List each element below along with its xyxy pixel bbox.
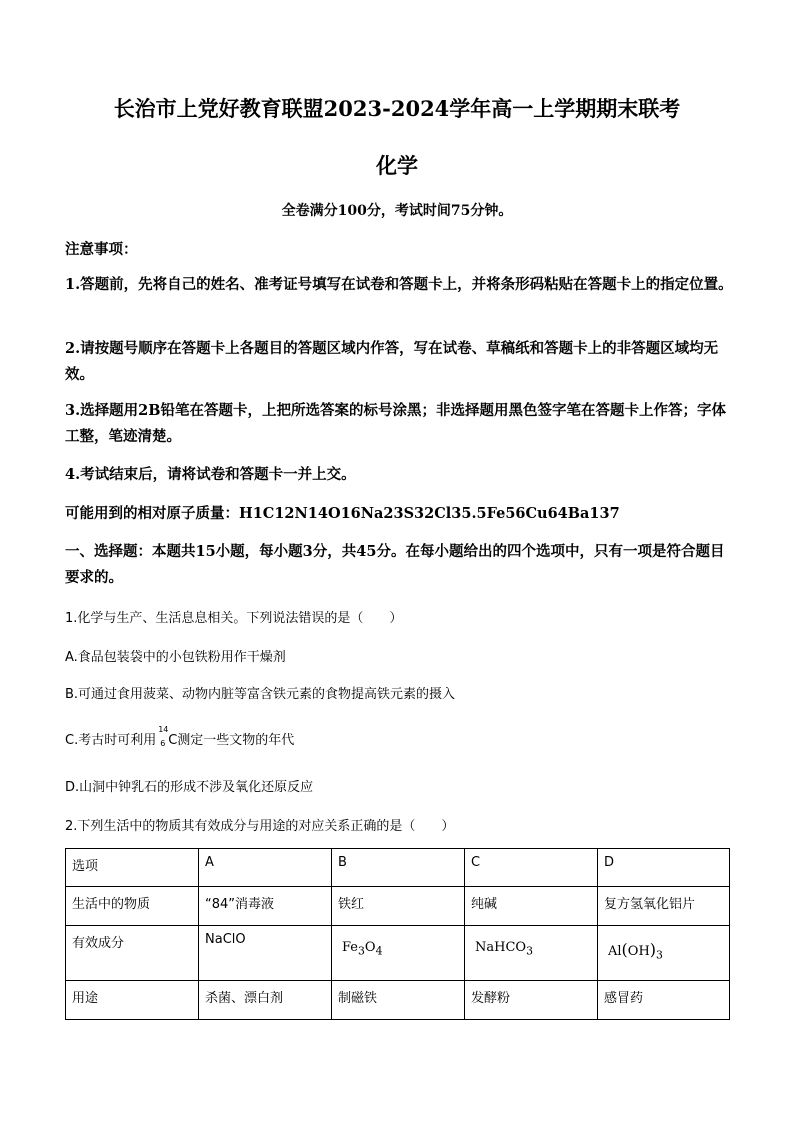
question-1-stem: 1.化学与生产、生活息息相关。下列说法错误的是（ ）: [65, 611, 403, 626]
option-c-suffix: 测定一些文物的年代: [177, 733, 295, 748]
note-item-2: 2.请按题号顺序在答题卡上各题目的答题区域内作答，写在试卷、草稿纸和答题卡上的非答题区域均无效。: [65, 340, 719, 383]
exam-title: 长治市上党好教育联盟2023-2024学年高一上学期期末联考: [113, 96, 681, 121]
formula-subscript: 4: [375, 944, 383, 958]
table-cell: 有效成分: [66, 926, 199, 981]
table-row-substance: [66, 887, 730, 926]
table-cell: 纯碱: [465, 887, 598, 926]
table-row-component: [66, 926, 730, 981]
question-2-table: [65, 848, 730, 1020]
table-cell: B: [332, 849, 465, 887]
isotope-element: C: [168, 733, 178, 748]
formula-part: Al: [608, 944, 622, 959]
table-cell: 生活中的物质: [66, 887, 199, 926]
question-2-stem: 2.下列生活中的物质其有效成分与用途的对应关系正确的是（ ）: [65, 819, 455, 834]
formula-part: OH: [627, 944, 650, 959]
table-cell: [598, 926, 730, 981]
table-cell: [332, 926, 465, 981]
formula-subscript: 3: [526, 944, 533, 958]
table-cell: D: [598, 849, 730, 887]
table-cell: 用途: [66, 981, 199, 1020]
formula-part: Fe: [342, 940, 359, 955]
table-cell: 杀菌、漂白剂: [199, 981, 332, 1020]
formula-nahco3: [475, 940, 533, 958]
table-cell: 选项: [66, 849, 199, 887]
table-row-use: [66, 981, 730, 1020]
section-one-heading: 一、选择题：本题共15小题，每小题3分，共45分。在每小题给出的四个选项中，只有一项是符合题目要求的。: [65, 543, 725, 586]
table-cell: 复方氢氧化铝片: [598, 887, 730, 926]
isotope-atomic-number: 6: [160, 739, 166, 748]
table-cell: 发酵粉: [465, 981, 598, 1020]
isotope-mass-number: 14: [158, 725, 169, 734]
formula-part: NaHCO: [475, 940, 527, 955]
formula-paren: ): [649, 940, 657, 959]
notes-heading: 注意事项：: [65, 241, 138, 258]
table-cell: 制磁铁: [332, 981, 465, 1020]
formula-part: O: [364, 940, 376, 955]
table-cell: “84”消毒液: [199, 887, 332, 926]
table-cell: [465, 926, 598, 981]
table-cell: A: [199, 849, 332, 887]
carbon-14-isotope: [156, 725, 169, 748]
note-item-1: 1.答题前，先将自己的姓名、准考证号填写在试卷和答题卡上，并将条形码粘贴在答题卡上的指定位置。: [65, 276, 733, 293]
question-1-option-d: D.山洞中钟乳石的形成不涉及氧化还原反应: [65, 780, 314, 795]
table-cell: 感冒药: [598, 981, 730, 1020]
option-c-prefix: C.考古时可利用: [65, 733, 157, 748]
score-time-line: 全卷满分100分，考试时间75分钟。: [281, 203, 513, 219]
atomic-masses-line: 可能用到的相对原子质量：H1C12N14O16Na23S32Cl35.5Fe56Cu64Ba137: [65, 505, 620, 522]
formula-paren: (: [621, 940, 628, 959]
question-1-option-b: B.可通过食用菠菜、动物内脏等富含铁元素的食物提高铁元素的摄入: [65, 687, 456, 702]
note-item-3: 3.选择题用2B铅笔在答题卡，上把所选答案的标号涂黑；非选择题用黑色签字笔在答题卡上作答；字体工整，笔迹清楚。: [65, 402, 726, 445]
formula-subscript: 3: [358, 944, 365, 958]
question-1-option-a: A.食品包装袋中的小包铁粉用作干燥剂: [65, 650, 286, 665]
table-header-row: [66, 849, 730, 887]
question-1-option-c: [65, 725, 295, 748]
subject-title: 化学: [376, 153, 418, 178]
table-cell: 铁红: [332, 887, 465, 926]
formula-subscript: 3: [656, 948, 663, 962]
note-item-4: 4.考试结束后，请将试卷和答题卡一并上交。: [65, 466, 356, 483]
formula-fe3o4: [342, 940, 382, 958]
formula-aloh3: [608, 940, 663, 962]
table-cell: NaClO: [199, 926, 332, 981]
table-cell: C: [465, 849, 598, 887]
